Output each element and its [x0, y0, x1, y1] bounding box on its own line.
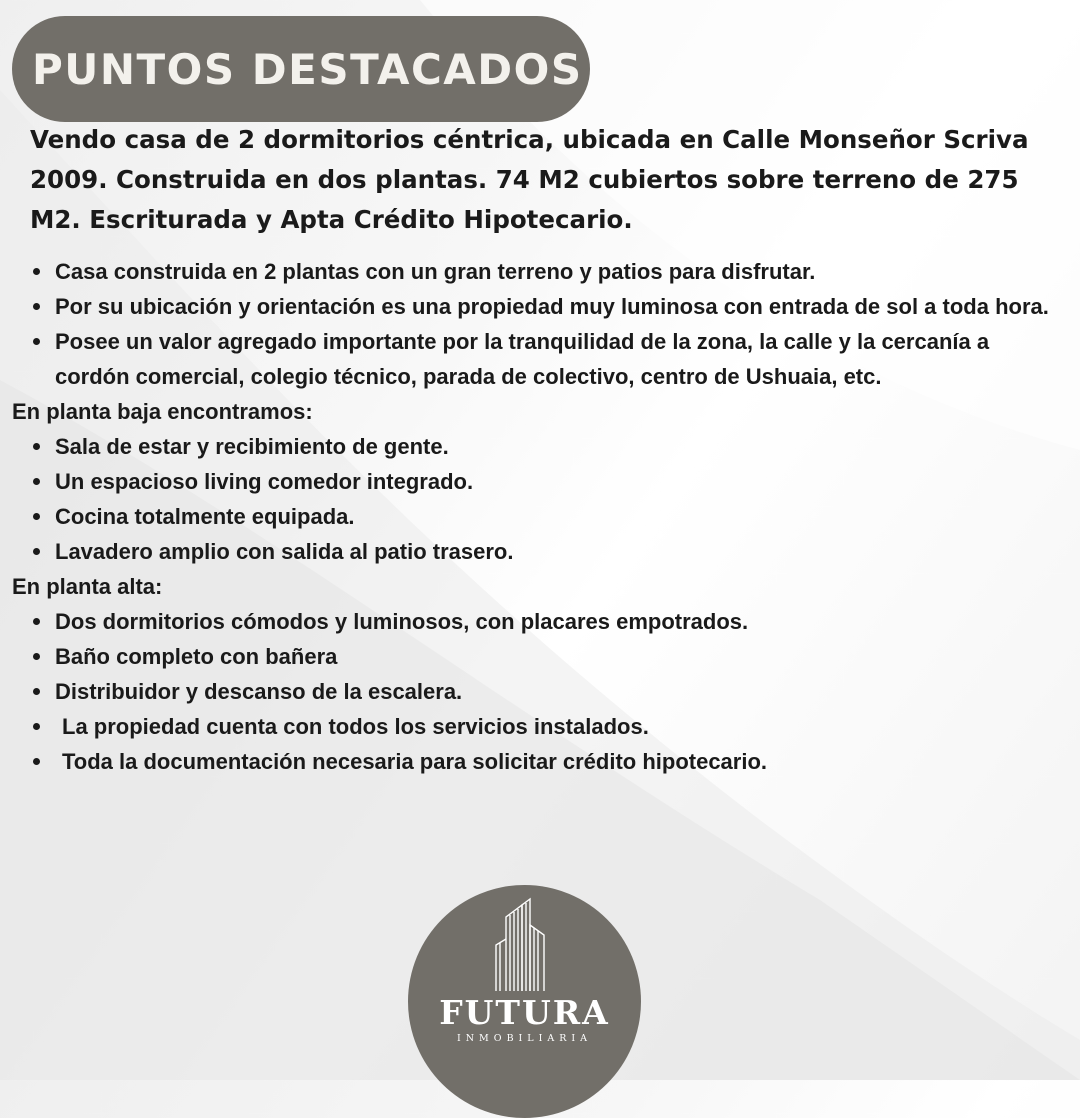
ground-floor-list — [12, 429, 1052, 569]
list-item: Posee un valor agregado importante por la tranquilidad de la zona, la calle y la cercanía a cordón comercial, colegio técnico, parada de colectivo, centro de Ushuaia, etc. — [12, 324, 1052, 394]
intro-paragraph: Vendo casa de 2 dormitorios céntrica, ubicada en Calle Monseñor Scriva 2009. Construida en dos plantas. 74 M2 cubiertos sobre terreno de 275 M2. Escriturada y Apta Crédito Hipotecario. — [30, 125, 1029, 234]
list-item: La propiedad cuenta con todos los servicios instalados. — [12, 709, 1052, 744]
list-item: Sala de estar y recibimiento de gente. — [12, 429, 1052, 464]
list-item: Un espacioso living comedor integrado. — [12, 464, 1052, 499]
list-item: Dos dormitorios cómodos y luminosos, con placares empotrados. — [12, 604, 1052, 639]
header-pill — [12, 16, 590, 122]
page-title: PUNTOS DESTACADOS — [32, 44, 583, 94]
ground-floor-label: En planta baja encontramos: — [12, 399, 313, 424]
upper-floor-label: En planta alta: — [12, 574, 163, 599]
list-item: Cocina totalmente equipada. — [12, 499, 1052, 534]
upper-floor-list — [12, 604, 1052, 779]
list-item: Toda la documentación necesaria para solicitar crédito hipotecario. — [12, 744, 1052, 779]
building-icon — [492, 895, 556, 995]
list-item: Baño completo con bañera — [12, 639, 1052, 674]
logo-name: FUTURA — [439, 993, 610, 1032]
logo-tagline: INMOBILIARIA — [456, 1033, 592, 1044]
list-item: Lavadero amplio con salida al patio trasero. — [12, 534, 1052, 569]
highlights-list — [12, 254, 1052, 394]
features-section — [12, 254, 1052, 779]
list-item: Distribuidor y descanso de la escalera. — [12, 674, 1052, 709]
list-item: Por su ubicación y orientación es una propiedad muy luminosa con entrada de sol a toda hora. — [12, 289, 1052, 324]
list-item: Casa construida en 2 plantas con un gran terreno y patios para disfrutar. — [12, 254, 1052, 289]
